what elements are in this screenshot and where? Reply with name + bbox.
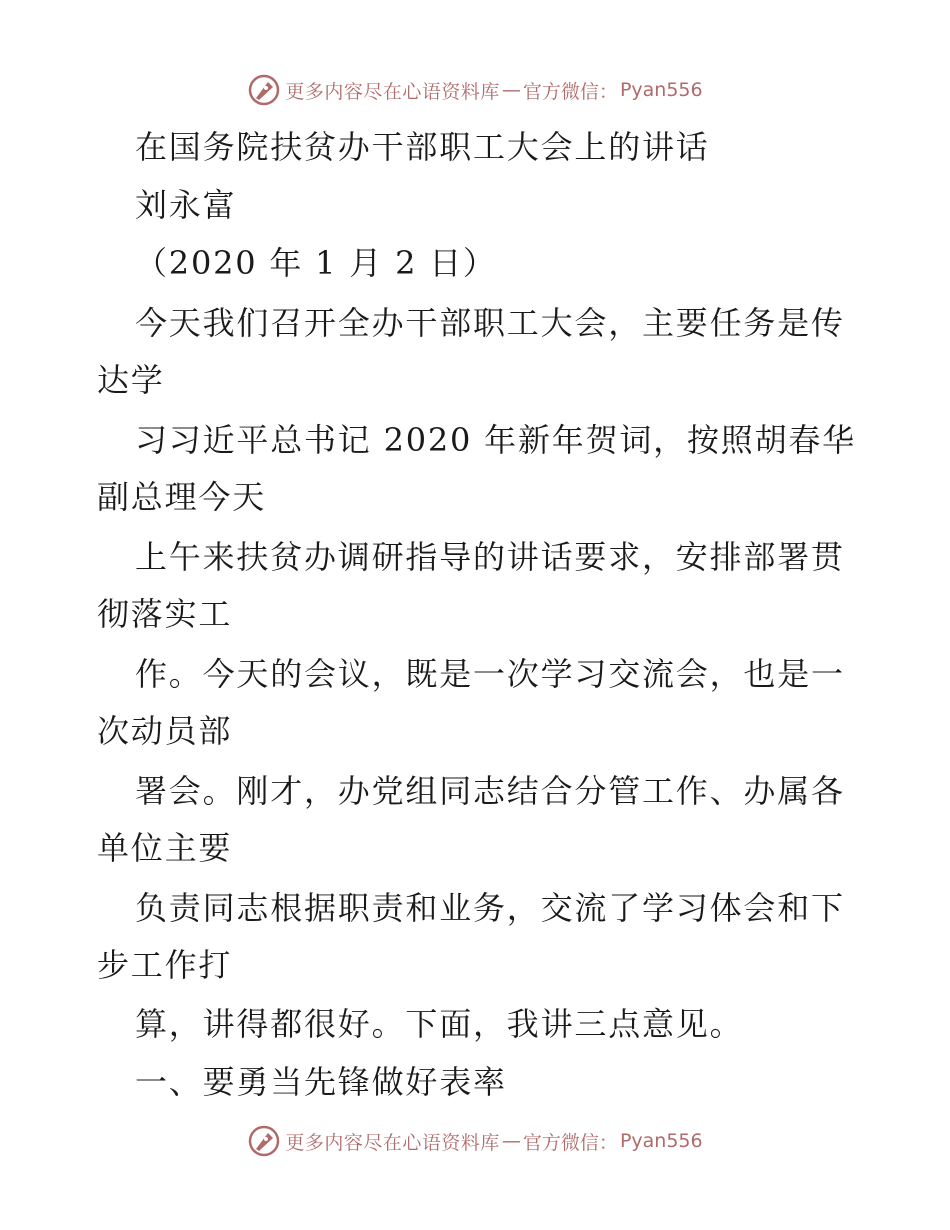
watermark-text: 更多内容尽在心语资料库: [285, 1131, 500, 1154]
body-line: 今天我们召开全办干部职工大会，主要任务是传: [135, 304, 845, 342]
body-line: 彻落实工: [97, 595, 233, 633]
watermark-account: Pyan556: [619, 1130, 703, 1152]
body-line: 上午来扶贫办调研指导的讲话要求，安排部署贯: [135, 538, 845, 576]
body-line: 单位主要: [97, 829, 233, 867]
watermark-header: [0, 70, 950, 110]
body-line: 副总理今天: [97, 478, 267, 516]
body-line: 负责同志根据职责和业务，交流了学习体会和下: [135, 889, 845, 927]
pen-nib-logo-icon: [247, 1124, 281, 1158]
body-line: 次动员部: [97, 712, 233, 750]
section-heading: 一、要勇当先锋做好表率: [135, 1063, 507, 1101]
body-line: 署会。刚才，办党组同志结合分管工作、办属各: [135, 772, 845, 810]
watermark-separator: —: [501, 79, 521, 101]
watermark-official: 官方微信：: [522, 80, 618, 103]
body-line: 作。今天的会议，既是一次学习交流会，也是一: [135, 655, 845, 693]
body-line: 达学: [97, 361, 165, 399]
watermark-footer: [0, 1121, 950, 1161]
body-line: 步工作打: [97, 946, 233, 984]
watermark-official: 官方微信：: [522, 1131, 618, 1154]
document-title: 在国务院扶贫办干部职工大会上的讲话: [135, 128, 710, 166]
pen-nib-logo-icon: [247, 73, 281, 107]
document-date: （2020 年 1 月 2 日）: [135, 244, 497, 282]
document-author: 刘永富: [135, 186, 237, 224]
watermark-account: Pyan556: [619, 79, 703, 101]
watermark-separator: —: [501, 1130, 521, 1152]
watermark-text: 更多内容尽在心语资料库: [285, 80, 500, 103]
body-line: 算，讲得都很好。下面，我讲三点意见。: [135, 1005, 744, 1043]
body-line: 习习近平总书记 2020 年新年贺词，按照胡春华: [135, 421, 856, 459]
